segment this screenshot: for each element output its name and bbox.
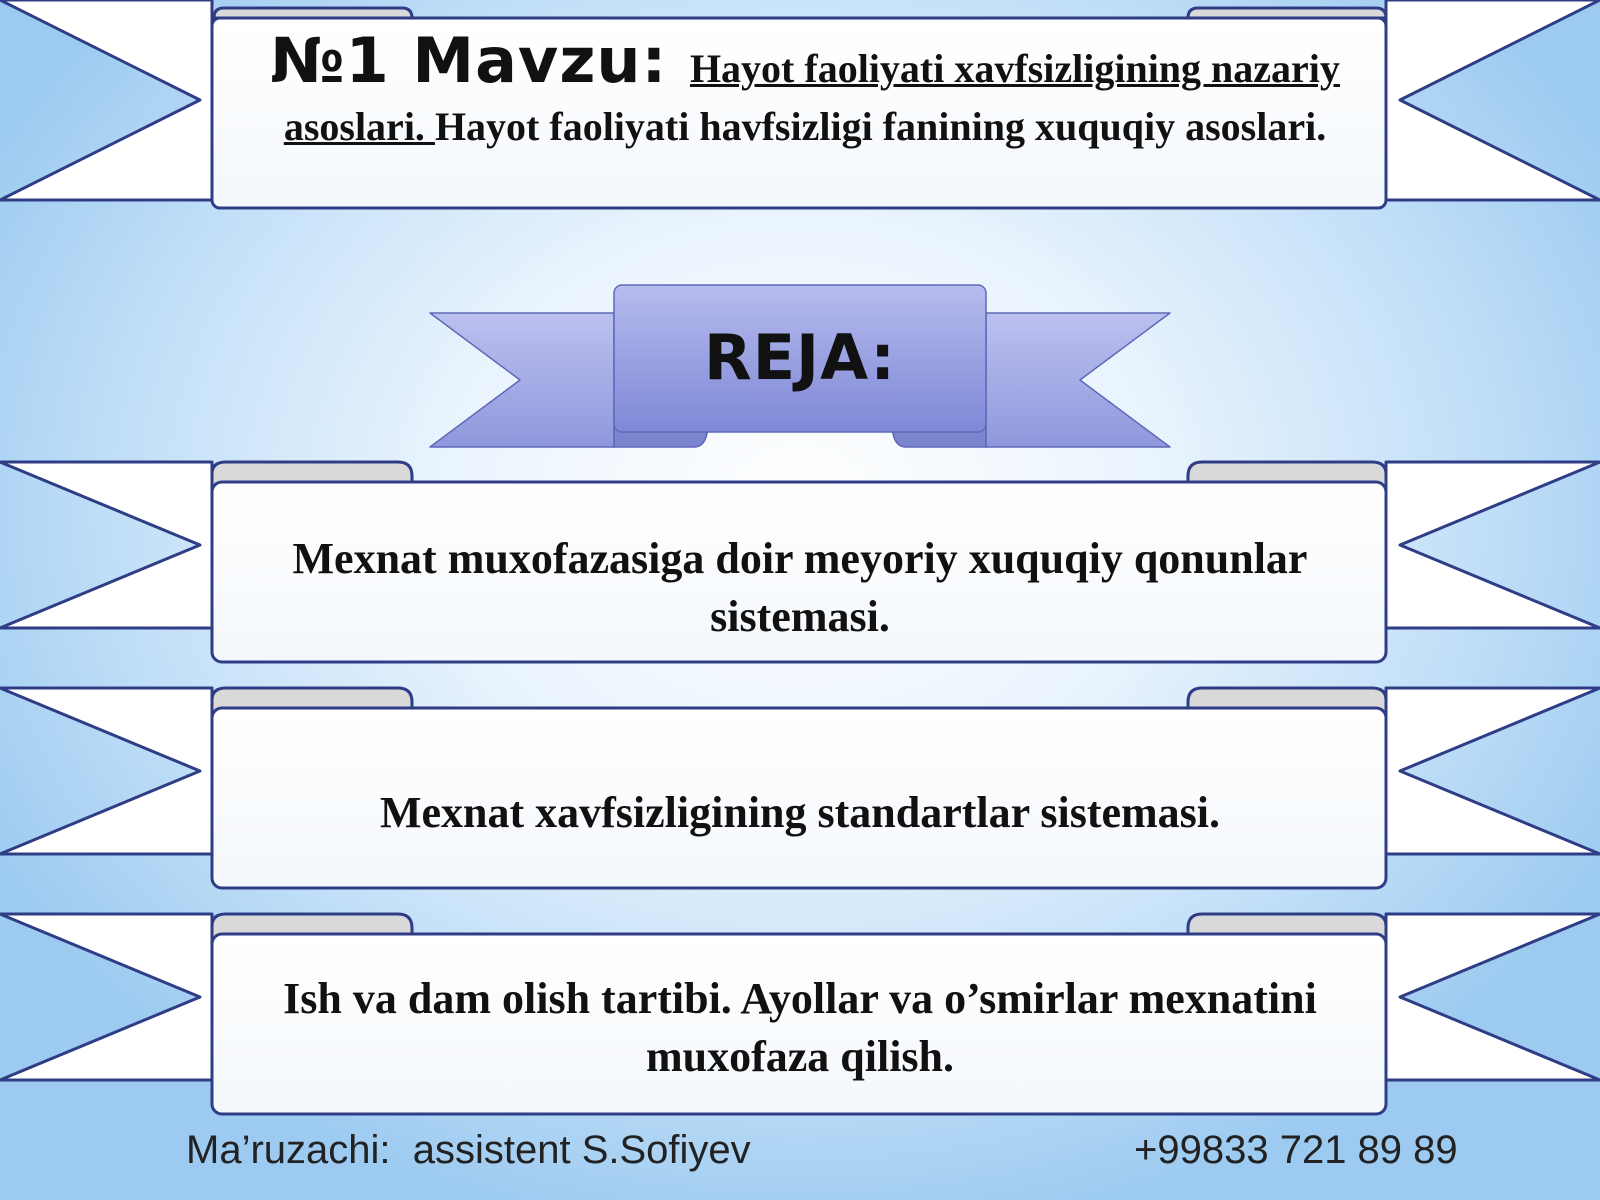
topic-title-rest: Hayot faoliyati havfsizligi fanining xuquqiy asoslari — [434, 104, 1317, 149]
slide-title — [230, 24, 1380, 156]
topic-title-period: . — [1316, 104, 1327, 149]
plan-item-2: Mexnat xavfsizligining standartlar sistemasi. — [379, 788, 1221, 837]
speaker-credit: Ma’ruzachi: assistent S.Sofiyev — [186, 1128, 751, 1172]
plan-item-1: Mexnat muxofazasiga doir meyoriy xuquqiy qonunlar sistemasi. — [292, 534, 1308, 641]
phone-number: +99833 721 89 89 — [1134, 1128, 1458, 1172]
plan-item-3: Ish va dam olish tartibi. Ayollar va o’smirlar mexnatini muxofaza qilish. — [283, 974, 1317, 1081]
topic-number: №1 Mavzu: — [270, 24, 690, 97]
topic-title-underlined: Hayot faoliyati xavfsizligining nazariy asoslari. — [283, 46, 1340, 149]
plan-heading: REJA: — [703, 321, 897, 394]
